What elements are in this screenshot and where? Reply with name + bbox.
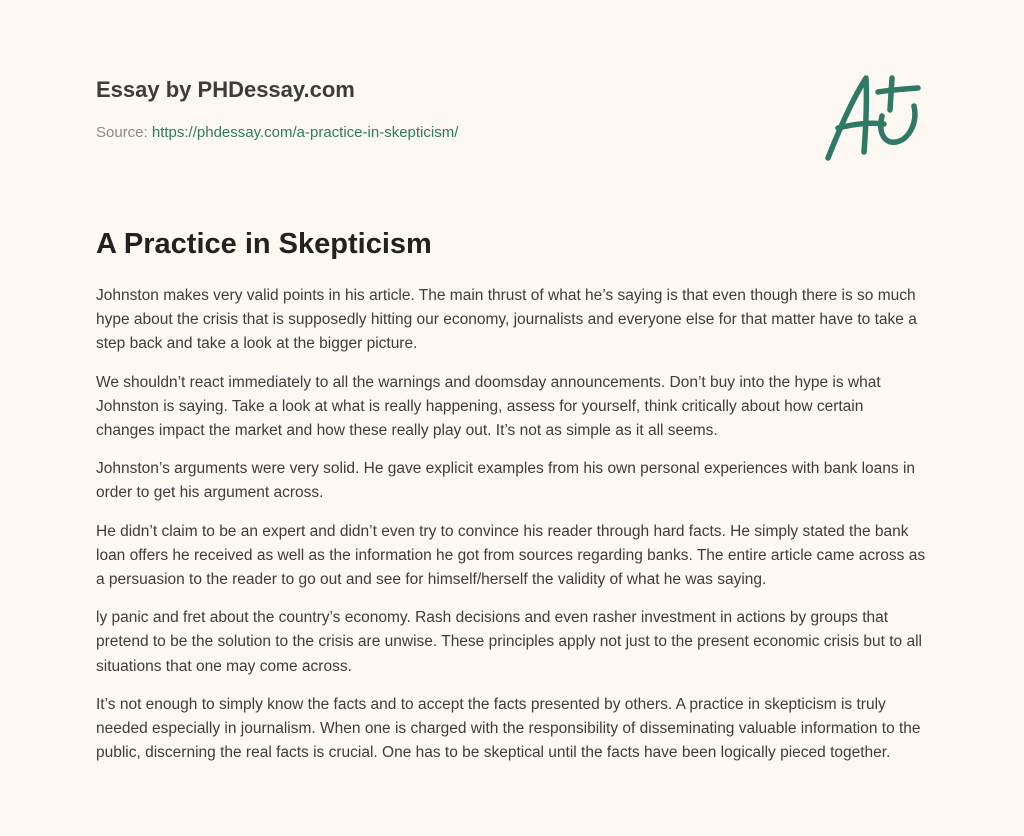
essay-paragraph: It’s not enough to simply know the facts and to accept the facts presented by others. A practice in skepticism is truly needed especially in journalism. When one is charged with the responsibility of disseminating valuable information to the public, discerning the real facts is crucial. One has to be skeptical until the facts have been logically pieced together. bbox=[96, 695, 921, 762]
essay-body bbox=[96, 284, 926, 779]
essay-paragraph: Johnston’s arguments were very solid. He gave explicit examples from his own personal experiences with bank loans in order to get his argument across. bbox=[96, 460, 916, 502]
essay-header bbox=[96, 76, 796, 143]
essay-title: A Practice in Skepticism bbox=[96, 228, 432, 260]
source-line bbox=[96, 123, 796, 143]
essay-paragraph: ly panic and fret about the country’s economy. Rash decisions and even rasher investment in actions by groups that pretend to be the solution to the crisis are unwise. These principles apply not just to the present economic crisis but to all situations that one may come across. bbox=[96, 609, 922, 675]
source-link[interactable]: https://phdessay.com/a-practice-in-skepticism/ bbox=[151, 124, 459, 141]
source-label: Source: bbox=[96, 124, 148, 141]
a-plus-grade-icon bbox=[822, 68, 928, 164]
essay-paragraph: Johnston makes very valid points in his article. The main thrust of what he’s saying is that even though there is so much hype about the crisis that is supposedly hitting our economy, journalists and everyone else for that matter have to take a step back and take a look at the bigger picture. bbox=[96, 287, 917, 353]
site-brand: Essay by PHDessay.com bbox=[96, 77, 355, 102]
essay-paragraph: We shouldn’t react immediately to all the warnings and doomsday announcements. Don’t buy into the hype is what Johnston is saying. Take a look at what is really happening, assess for yourself, think critically about how certain changes impact the market and how these really play out. It’s not as simple as it all seems. bbox=[96, 373, 881, 440]
essay-paragraph: He didn’t claim to be an expert and didn’t even try to convince his reader through hard facts. He simply stated the bank loan offers he received as well as the information he got from sources regarding banks. The entire article came across as a persuasion to the reader to go out and see for himself/herself the validity of what he was saying. bbox=[96, 522, 926, 589]
